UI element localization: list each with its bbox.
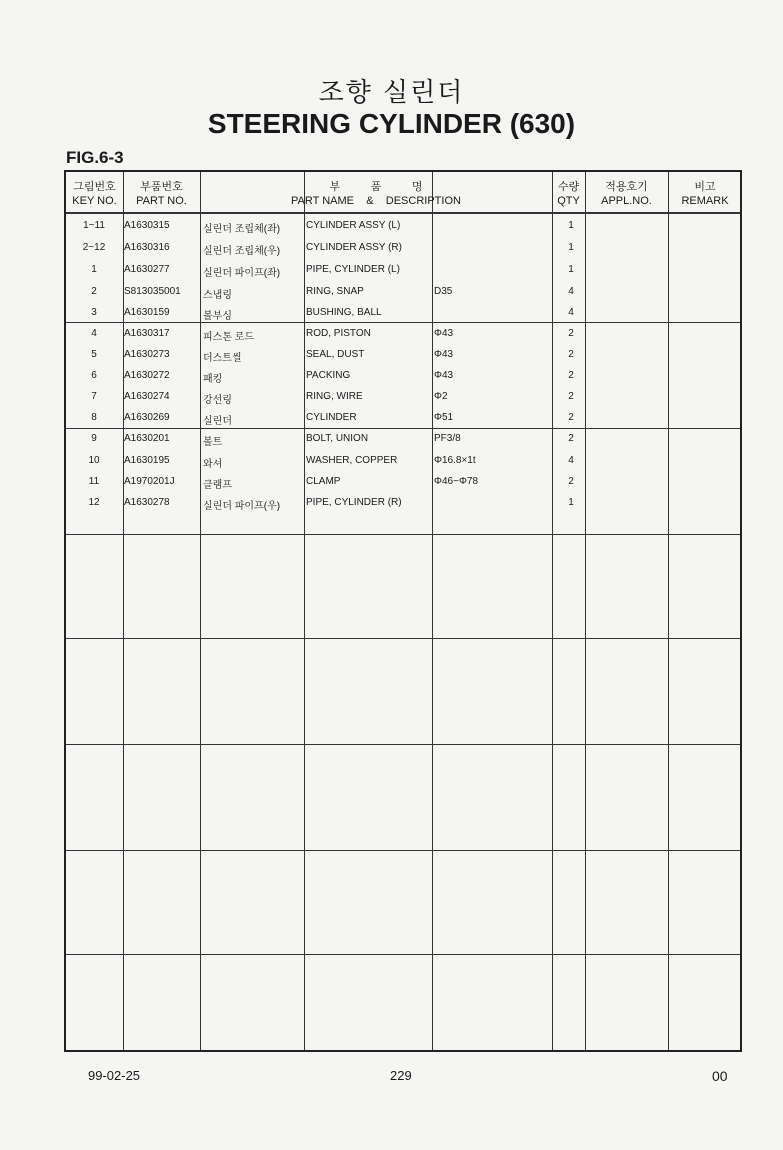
part-name-en: PACKING bbox=[306, 370, 351, 381]
key-no: 12 bbox=[88, 497, 100, 508]
table-row bbox=[66, 220, 742, 240]
part-no: A1630316 bbox=[124, 242, 170, 253]
part-name-kr: 패킹 bbox=[203, 374, 223, 385]
key-no: 4 bbox=[91, 328, 97, 339]
header-remark-en: REMARK bbox=[681, 195, 729, 207]
part-name-kr: 실린더 파이프(좌) bbox=[203, 268, 281, 279]
part-name-kr: 더스트씰 bbox=[203, 353, 242, 364]
key-no: 1 bbox=[91, 264, 97, 275]
page-number: 229 bbox=[390, 1068, 412, 1083]
table-row bbox=[66, 242, 742, 262]
quantity: 4 bbox=[568, 455, 574, 466]
key-no: 5 bbox=[91, 349, 97, 360]
figure-label: FIG.6-3 bbox=[66, 148, 124, 167]
description: Φ43 bbox=[434, 328, 454, 339]
header-name-en: PART NAME & DESCRIPTION bbox=[291, 195, 461, 207]
header-remark-kr: 비고 bbox=[694, 181, 716, 193]
description: Φ43 bbox=[434, 349, 454, 360]
part-name-kr: 실린더 조립체(좌) bbox=[203, 224, 281, 235]
part-no: A1630277 bbox=[124, 264, 170, 275]
parts-table bbox=[64, 170, 742, 1052]
part-name-en: RING, WIRE bbox=[306, 391, 363, 402]
table-row bbox=[66, 455, 742, 475]
part-name-en: RING, SNAP bbox=[306, 286, 364, 297]
header-part-kr: 부품번호 bbox=[140, 181, 183, 193]
footer-date: 99-02-25 bbox=[88, 1068, 141, 1083]
header-key-kr: 그림번호 bbox=[73, 181, 116, 193]
page-title-korean: 조향 실린더 bbox=[318, 78, 465, 108]
part-name-kr: 실린더 파이프(우) bbox=[203, 501, 281, 512]
quantity: 2 bbox=[568, 391, 574, 402]
key-no: 9 bbox=[91, 433, 97, 444]
quantity: 2 bbox=[568, 412, 574, 423]
table-row bbox=[66, 391, 742, 411]
table-row bbox=[66, 412, 742, 428]
part-name-en: SEAL, DUST bbox=[306, 349, 365, 360]
part-name-kr: 스냅링 bbox=[203, 290, 232, 301]
part-no: A1630278 bbox=[124, 497, 170, 508]
part-no: A1630315 bbox=[124, 220, 170, 231]
part-name-kr: 강선링 bbox=[203, 395, 232, 406]
part-name-en: ROD, PISTON bbox=[306, 328, 371, 339]
table-row bbox=[66, 307, 742, 322]
part-name-kr: 와셔 bbox=[203, 459, 223, 470]
header-key-en: KEY NO. bbox=[72, 195, 117, 207]
key-no: 2~12 bbox=[82, 242, 106, 253]
table-row bbox=[66, 476, 742, 496]
quantity: 2 bbox=[568, 328, 574, 339]
header-qty-kr: 수량 bbox=[557, 181, 580, 193]
description: D35 bbox=[434, 286, 453, 297]
quantity: 1 bbox=[568, 497, 574, 508]
quantity: 4 bbox=[568, 286, 574, 297]
quantity: 2 bbox=[568, 349, 574, 360]
header-qty-en: QTY bbox=[557, 195, 580, 207]
part-no: A1630273 bbox=[124, 349, 170, 360]
quantity: 2 bbox=[568, 476, 574, 487]
key-no: 8 bbox=[91, 412, 97, 423]
header-part-en: PART NO. bbox=[136, 195, 187, 207]
part-name-kr: 피스톤 로드 bbox=[203, 332, 255, 343]
part-no: A1630272 bbox=[124, 370, 170, 381]
table-row bbox=[66, 370, 742, 390]
part-no: S813035001 bbox=[124, 286, 181, 297]
page-title: STEERING CYLINDER (630) bbox=[207, 108, 576, 139]
key-no: 1~11 bbox=[83, 220, 105, 231]
part-name-en: CYLINDER bbox=[306, 412, 357, 423]
table-row bbox=[66, 264, 742, 284]
part-name-en: CYLINDER ASSY (L) bbox=[306, 220, 401, 231]
description: Φ16.8×1t bbox=[434, 455, 476, 466]
table-row bbox=[66, 286, 742, 306]
part-name-en: CLAMP bbox=[306, 476, 341, 487]
table-row bbox=[66, 349, 742, 369]
header-appl-en: APPL.NO. bbox=[601, 195, 652, 207]
part-name-en: WASHER, COPPER bbox=[306, 455, 398, 466]
part-name-kr: 볼트 bbox=[203, 437, 223, 448]
quantity: 1 bbox=[568, 220, 574, 231]
key-no: 2 bbox=[91, 286, 97, 297]
part-name-en: BUSHING, BALL bbox=[306, 307, 382, 318]
description: Φ2 bbox=[434, 391, 448, 402]
description: Φ43 bbox=[434, 370, 454, 381]
key-no: 6 bbox=[91, 370, 97, 381]
table-row bbox=[66, 433, 742, 453]
description: Φ46~Φ78 bbox=[434, 476, 479, 487]
table-row bbox=[66, 328, 742, 348]
quantity: 1 bbox=[568, 264, 574, 275]
part-no: A1630201 bbox=[124, 433, 170, 444]
part-no: A1630274 bbox=[124, 391, 170, 402]
key-no: 10 bbox=[88, 455, 100, 466]
part-no: A1630269 bbox=[124, 412, 170, 423]
part-name-en: CYLINDER ASSY (R) bbox=[306, 242, 402, 253]
quantity: 2 bbox=[568, 433, 574, 444]
table-row bbox=[66, 497, 742, 517]
quantity: 2 bbox=[568, 370, 574, 381]
key-no: 3 bbox=[91, 307, 97, 318]
description: Φ51 bbox=[434, 412, 454, 423]
description: PF3/8 bbox=[434, 433, 461, 444]
part-name-kr: 실린더 bbox=[203, 416, 232, 427]
part-name-en: BOLT, UNION bbox=[306, 433, 369, 444]
part-no: A1630317 bbox=[124, 328, 170, 339]
part-name-kr: 클램프 bbox=[203, 480, 232, 491]
quantity: 1 bbox=[568, 242, 574, 253]
key-no: 7 bbox=[91, 391, 97, 402]
part-name-kr: 볼부싱 bbox=[203, 311, 232, 322]
header-name-kr: 부 품 명 bbox=[329, 181, 423, 193]
part-no: A1970201J bbox=[124, 476, 175, 487]
part-name-en: PIPE, CYLINDER (L) bbox=[306, 264, 400, 275]
quantity: 4 bbox=[568, 307, 574, 318]
footer-code: 00 bbox=[712, 1068, 728, 1084]
part-no: A1630195 bbox=[124, 455, 170, 466]
key-no: 11 bbox=[88, 476, 100, 487]
part-no: A1630159 bbox=[124, 307, 170, 318]
header-appl-kr: 적용호기 bbox=[605, 181, 648, 193]
part-name-en: PIPE, CYLINDER (R) bbox=[306, 497, 402, 508]
part-name-kr: 실린더 조립체(우) bbox=[203, 246, 281, 257]
